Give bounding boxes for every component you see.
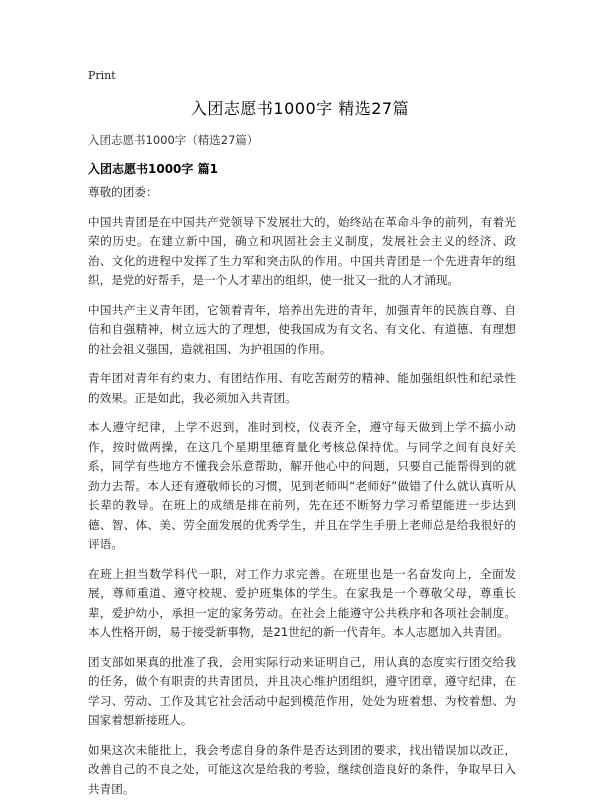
- paragraph-4: 本人遵守纪律，上学不迟到，准时到校，仪表齐全，遵守每天做到上学不搞小动作，按时做两操，在这几个星期里德育量化考核总保持优。与同学之间有良好关系，同学有些地方不懂我会乐意帮助，解开他心中的问题，只要自己能帮得到的就劲力去帮。本人还有遵敬师长的习惯，见到老师叫“老师好”做错了什么就认真听从长辈的教导。在班上的成绩是排在前列，先在还不断努力学习希望能进一步达到德、智、体、美、劳全面发展的优秀学生，并且在学生手册上老师总是给我很好的评语。: [88, 420, 516, 551]
- paragraph-1: 中国共青团是在中国共产党领导下发展壮大的，始终站在革命斗争的前列，有着光荣的历史。在建立新中国，确立和巩固社会主义制度，发展社会主义的经济、政治、文化的进程中发挥了生力军和突击队的作用。中国共青团是一个先进青年的组织，是党的好帮手，是一个人才辈出的组织，使一批又一批的人才涌现。: [88, 214, 516, 287]
- print-label[interactable]: Print: [88, 69, 116, 82]
- document-subtitle: 入团志愿书1000字（精选27篇）: [88, 133, 259, 147]
- paragraph-5: 在班上担当数学科代一职，对工作力求完善。在班里也是一名奋发向上，全面发展，尊师重道、遵守校规、爱护班集体的学生。在家我是一个尊敬父母，尊重长辈，爱护幼小，承担一定的家务劳动。在社会上能遵守公共秩序和各项社会制度。本人性格开朗，易于接受新事物，是21世纪的新一代青年。本人志愿加入共青团。: [88, 566, 516, 639]
- paragraph-2: 中国共产主义青年团，它领着青年，培养出先进的青年，加强青年的民族自尊、自信和自强精神，树立远大的了理想，使我国成为有文名、有文化、有道德、有理想的社会祖义强国，造就祖国、为护祖国的作用。: [88, 302, 516, 356]
- letter-body: [88, 183, 516, 809]
- paragraph-3: 青年团对青年有约束力、有团结作用、有吃苦耐劳的精神、能加强组织性和纪录性的效果。正是如此，我必须加入共青团。: [88, 371, 516, 405]
- paragraph-6: 团支部如果真的批准了我，会用实际行动来证明自己，用认真的态度实行团交给我的任务，做个有职责的共青团员，并且决心维护团组织，遵守团章，遵守纪律，在学习、劳动、工作及其它社会活动中起到模范作用，处处为班着想、为校着想、为国家着想新接班人。: [88, 654, 516, 727]
- letter-greeting: 尊敬的团委：: [88, 185, 158, 199]
- paragraph-7: 如果这次未能批上，我会考虑自身的条件是否达到团的要求，找出错误加以改正，改善自己的不良之处，可能这次是给我的考验，继续创造良好的条件，争取早日入共青团。: [88, 742, 516, 796]
- section-heading: 入团志愿书1000字 篇1: [88, 162, 218, 176]
- page-title: 入团志愿书1000字 精选27篇: [190, 99, 410, 118]
